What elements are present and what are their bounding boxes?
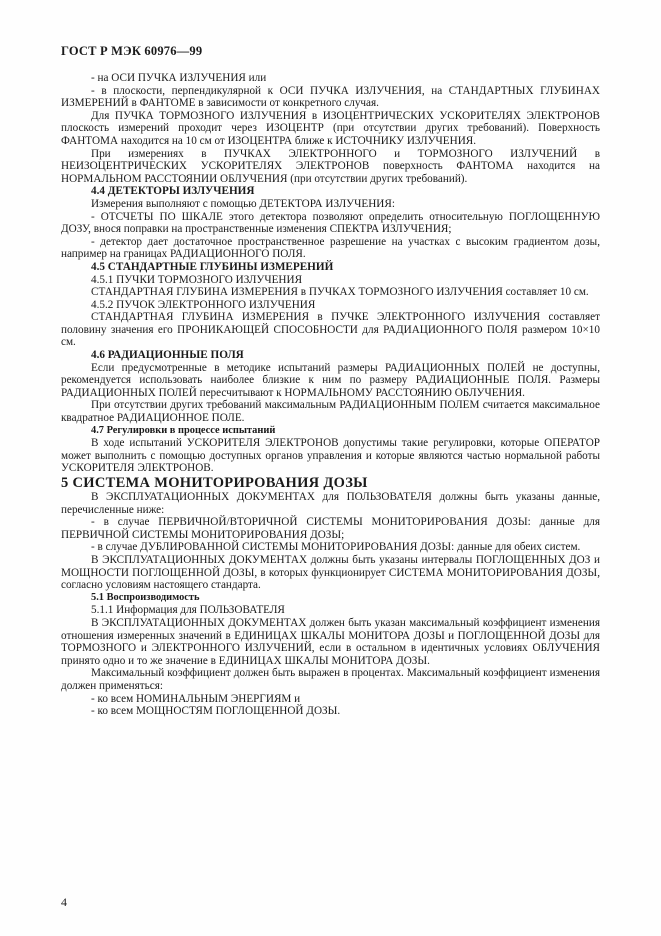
paragraph: В ЭКСПЛУАТАЦИОННЫХ ДОКУМЕНТАХ должны быть указаны интервалы ПОГЛОЩЕННЫХ ДОЗ и МОЩНОСТИ ПОГЛОЩЕННОЙ ДОЗЫ, в которых функционирует СИСТЕМА МОНИТОРИРОВАНИЯ ДОЗЫ, согласно условиям настоящего стандарта. — [61, 553, 600, 592]
paragraph: - ОТСЧЕТЫ ПО ШКАЛЕ этого детектора позволяют определить относительную ПОГЛОЩЕННУЮ ДОЗУ, внося поправки на пространственные изменения СПЕКТРА ИЗЛУЧЕНИЯ; — [61, 210, 600, 236]
paragraph: - в случае ДУБЛИРОВАННОЙ СИСТЕМЫ МОНИТОРИРОВАНИЯ ДОЗЫ: данные для обеих систем. — [91, 541, 581, 554]
document-code-header: ГОСТ Р МЭК 60976—99 — [61, 44, 203, 58]
paragraph: Для ПУЧКА ТОРМОЗНОГО ИЗЛУЧЕНИЯ в ИЗОЦЕНТРИЧЕСКИХ УСКОРИТЕЛЯХ ЭЛЕКТРОНОВ плоскость измерений проходит через ИЗОЦЕНТР (при отсутствии других требований). Поверхность ФАНТОМА находится на 10 см от ИЗОЦЕНТРА ближе к ИСТОЧНИКУ ИЗЛУЧЕНИЯ. — [61, 109, 600, 147]
chapter-heading-5: 5 СИСТЕМА МОНИТОРИРОВАНИЯ ДОЗЫ — [61, 475, 368, 491]
section-heading-4-4: 4.4 ДЕТЕКТОРЫ ИЗЛУЧЕНИЯ — [91, 185, 255, 198]
paragraph: - в случае ПЕРВИЧНОЙ/ВТОРИЧНОЙ СИСТЕМЫ МОНИТОРИРОВАНИЯ ДОЗЫ: данные для ПЕРВИЧНОЙ СИСТЕМЫ МОНИТОРИРОВАНИЯ ДОЗЫ; — [61, 516, 600, 541]
paragraph: - в плоскости, перпендикулярной к ОСИ ПУЧКА ИЗЛУЧЕНИЯ, на СТАНДАРТНЫХ ГЛУБИНАХ ИЗМЕРЕНИЙ в ФАНТОМЕ в зависимости от конкретного случая. — [61, 84, 600, 110]
paragraph: Максимальный коэффициент должен быть выражен в процентах. Максимальный коэффициент изменения должен применяться: — [61, 667, 600, 692]
paragraph: СТАНДАРТНАЯ ГЛУБИНА ИЗМЕРЕНИЯ в ПУЧКАХ ТОРМОЗНОГО ИЗЛУЧЕНИЯ составляет 10 см. — [91, 286, 589, 299]
page-body — [61, 72, 600, 718]
paragraph: - на ОСИ ПУЧКА ИЗЛУЧЕНИЯ или — [91, 72, 267, 84]
paragraph: В ЭКСПЛУАТАЦИОННЫХ ДОКУМЕНТАХ для ПОЛЬЗОВАТЕЛЯ должны быть указаны данные, перечисленные ниже: — [61, 491, 600, 516]
paragraph: В ЭКСПЛУАТАЦИОННЫХ ДОКУМЕНТАХ должен быть указан максимальный коэффициент изменения отношения измеренных значений в ЕДИНИЦАХ ШКАЛЫ МОНИТОРА ДОЗЫ и ПОГЛОЩЕННОЙ ДОЗЫ для ТОРМОЗНОГО и ЭЛЕКТРОННОГО ИЗЛУЧЕНИЙ, если в остальном в идентичных условиях ОБЛУЧЕНИЯ принято одно и то же значение в ЕДИНИЦАХ ШКАЛЫ МОНИТОРА ДОЗЫ. — [61, 616, 600, 667]
paragraph: Измерения выполняют с помощью ДЕТЕКТОРА ИЗЛУЧЕНИЯ: — [91, 197, 395, 210]
paragraph: - ко всем НОМИНАЛЬНЫМ ЭНЕРГИЯМ и — [91, 692, 301, 705]
section-heading-4-6: 4.6 РАДИАЦИОННЫЕ ПОЛЯ — [91, 349, 244, 362]
subsection-heading-5-1-1: 5.1.1 Информация для ПОЛЬЗОВАТЕЛЯ — [91, 604, 285, 617]
section-heading-5-1: 5.1 Воспроизводимость — [91, 591, 200, 603]
subsection-heading-4-5-2: 4.5.2 ПУЧОК ЭЛЕКТРОННОГО ИЗЛУЧЕНИЯ — [91, 298, 316, 311]
section-heading-4-7: 4.7 Регулировки в процессе испытаний — [91, 424, 276, 436]
paragraph: В ходе испытаний УСКОРИТЕЛЯ ЭЛЕКТРОНОВ допустимы такие регулировки, которые ОПЕРАТОР может выполнить с помощью доступных органов управления и которые являются частью нормальной работы УСКОРИТЕЛЯ ЭЛЕКТРОНОВ. — [61, 437, 600, 475]
paragraph: - детектор дает достаточное пространственное разрешение на участках с высоким градиентом дозы, например на границах РАДИАЦИОННОГО ПОЛЯ. — [61, 235, 600, 261]
paragraph: СТАНДАРТНАЯ ГЛУБИНА ИЗМЕРЕНИЯ в ПУЧКЕ ЭЛЕКТРОННОГО ИЗЛУЧЕНИЯ составляет половину значения его ПРОНИКАЮЩЕЙ СПОСОБНОСТИ для РАДИАЦИОННОГО ПОЛЯ размером 10×10 см. — [61, 311, 600, 349]
page-number: 4 — [61, 895, 67, 909]
paragraph: - ко всем МОЩНОСТЯМ ПОГЛОЩЕННОЙ ДОЗЫ. — [91, 705, 341, 718]
paragraph: При измерениях в ПУЧКАХ ЭЛЕКТРОННОГО и ТОРМОЗНОГО ИЗЛУЧЕНИЙ в НЕИЗОЦЕНТРИЧЕСКИХ УСКОРИТЕЛЯХ ЭЛЕКТРОНОВ поверхность ФАНТОМА находится на НОРМАЛЬНОМ РАССТОЯНИИ ОБЛУЧЕНИЯ (при отсутствии других требований). — [61, 147, 600, 185]
section-heading-4-5: 4.5 СТАНДАРТНЫЕ ГЛУБИНЫ ИЗМЕРЕНИЙ — [91, 260, 334, 273]
paragraph: При отсутствии других требований максимальным РАДИАЦИОННЫМ ПОЛЕМ считается максимальное квадратное РАДИАЦИОННОЕ ПОЛЕ. — [61, 399, 600, 425]
paragraph: Если предусмотренные в методике испытаний размеры РАДИАЦИОННЫХ ПОЛЕЙ не доступны, рекомендуется использовать наиболее близкие к ним по размеру РАДИАЦИОННЫЕ ПОЛЯ. Размеры РАДИАЦИОННЫХ ПОЛЕЙ пересчитывают к НОРМАЛЬНОМУ РАССТОЯНИЮ ОБЛУЧЕНИЯ. — [61, 361, 600, 399]
subsection-heading-4-5-1: 4.5.1 ПУЧКИ ТОРМОЗНОГО ИЗЛУЧЕНИЯ — [91, 273, 303, 286]
